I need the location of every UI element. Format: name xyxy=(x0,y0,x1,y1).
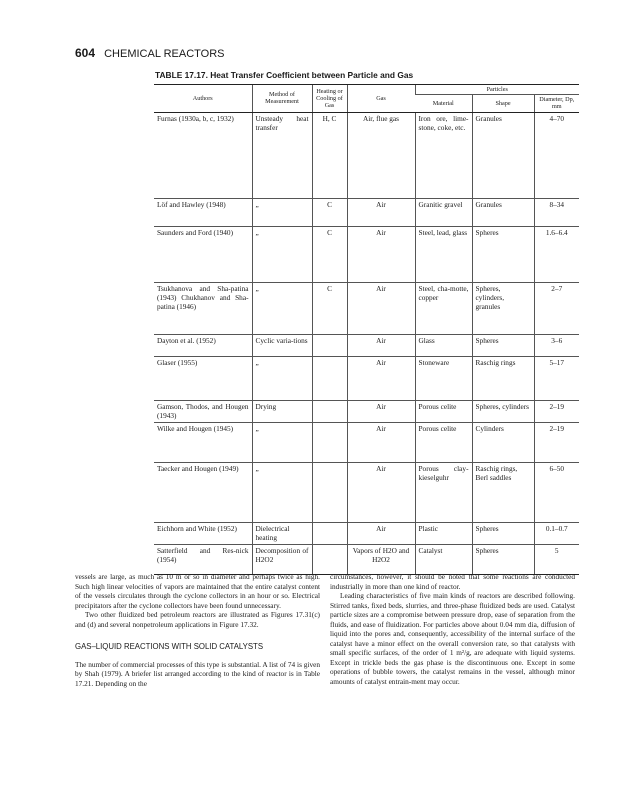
cell-gas: Air xyxy=(347,282,415,334)
cell-method: Unsteady heat transfer xyxy=(252,112,312,198)
cell-diameter: 5 xyxy=(534,544,579,574)
cell-shape: Spheres xyxy=(472,522,534,544)
table-caption: TABLE 17.17. Heat Transfer Coefficient between Particle and Gas xyxy=(155,70,414,80)
cell-shape: Raschig rings xyxy=(472,356,534,400)
cell-gas: Air xyxy=(347,226,415,282)
col-header-material: Material xyxy=(415,95,472,112)
cell-material: Porous clay-kieselguhr xyxy=(415,462,472,522)
cell-material: Plastic xyxy=(415,522,472,544)
cell-authors: Furnas (1930a, b, c, 1932) xyxy=(154,112,252,198)
right-column xyxy=(330,572,575,686)
cell-authors: Eichhorn and White (1952) xyxy=(154,522,252,544)
table-row xyxy=(154,544,579,574)
cell-method: „ xyxy=(252,422,312,462)
cell-heating: C xyxy=(312,198,347,226)
cell-authors: Wilke and Hougen (1945) xyxy=(154,422,252,462)
table-row xyxy=(154,462,579,522)
cell-diameter: 5–17 xyxy=(534,356,579,400)
cell-method: „ xyxy=(252,462,312,522)
cell-heating: C xyxy=(312,226,347,282)
cell-diameter: 4–70 xyxy=(534,112,579,198)
table-row xyxy=(154,334,579,356)
cell-diameter: 8–34 xyxy=(534,198,579,226)
section-heading: GAS–LIQUID REACTIONS WITH SOLID CATALYSTS xyxy=(75,642,264,651)
cell-material: Iron ore, lime-stone, coke, etc. xyxy=(415,112,472,198)
cell-material: Glass xyxy=(415,334,472,356)
cell-authors: Tsukhanova and Sha-patina (1943) Chukhanov and Sha-patina (1946) xyxy=(154,282,252,334)
table-row xyxy=(154,112,579,198)
cell-gas: Air xyxy=(347,522,415,544)
cell-heating xyxy=(312,422,347,462)
cell-material: Steel, cha-motte, copper xyxy=(415,282,472,334)
cell-gas: Air xyxy=(347,462,415,522)
cell-material: Steel, lead, glass xyxy=(415,226,472,282)
cell-heating xyxy=(312,400,347,422)
cell-authors: Dayton et al. (1952) xyxy=(154,334,252,356)
cell-diameter: 2–7 xyxy=(534,282,579,334)
cell-method: Dielectrical heating xyxy=(252,522,312,544)
cell-heating: C xyxy=(312,282,347,334)
cell-shape: Spheres, cylinders xyxy=(472,400,534,422)
col-header-gas: Gas xyxy=(347,85,415,113)
page-number: 604 xyxy=(75,46,96,60)
cell-heating xyxy=(312,544,347,574)
cell-shape: Spheres xyxy=(472,334,534,356)
cell-heating xyxy=(312,522,347,544)
cell-authors: Saunders and Ford (1940) xyxy=(154,226,252,282)
cell-shape: Raschig rings, Berl saddles xyxy=(472,462,534,522)
paragraph: Two other fluidized bed petroleum reactors are illustrated as Figures 17.31(c) and (d) and several nonpetroleum applications in Figure 17.32. xyxy=(75,610,320,629)
cell-method: „ xyxy=(252,356,312,400)
col-header-authors: Authors xyxy=(154,85,252,113)
col-header-heating: Heating or Cooling of Gas xyxy=(312,85,347,113)
cell-authors: Satterfield and Res-nick (1954) xyxy=(154,544,252,574)
col-header-diameter: Diameter, Dp, mm xyxy=(534,95,579,112)
cell-gas: Air, flue gas xyxy=(347,112,415,198)
cell-method: „ xyxy=(252,198,312,226)
cell-shape: Cylinders xyxy=(472,422,534,462)
cell-material: Granitic gravel xyxy=(415,198,472,226)
heat-transfer-table xyxy=(154,84,579,575)
cell-heating xyxy=(312,334,347,356)
table-row xyxy=(154,522,579,544)
cell-material: Stoneware xyxy=(415,356,472,400)
cell-authors: Glaser (1955) xyxy=(154,356,252,400)
cell-gas: Air xyxy=(347,334,415,356)
cell-diameter: 1.6–6.4 xyxy=(534,226,579,282)
cell-diameter: 6–50 xyxy=(534,462,579,522)
col-header-particles: Particles xyxy=(415,85,579,95)
cell-heating: H, C xyxy=(312,112,347,198)
cell-gas: Air xyxy=(347,198,415,226)
cell-heating xyxy=(312,356,347,400)
cell-method: Decomposition of H2O2 xyxy=(252,544,312,574)
running-header xyxy=(75,46,225,60)
cell-diameter: 2–19 xyxy=(534,400,579,422)
cell-material: Catalyst xyxy=(415,544,472,574)
col-header-method: Method of Measurement xyxy=(252,85,312,113)
cell-shape: Spheres xyxy=(472,544,534,574)
table-row xyxy=(154,198,579,226)
cell-authors: Gamson, Thodos, and Hougen (1943) xyxy=(154,400,252,422)
cell-shape: Granules xyxy=(472,198,534,226)
cell-method: Drying xyxy=(252,400,312,422)
left-column xyxy=(75,572,320,688)
paragraph: The number of commercial processes of this type is substantial. A list of 74 is given by Shah (1979). A briefer list arranged according to the kind of reactor is in Table 17.21. Depending on the xyxy=(75,659,320,688)
cell-heating xyxy=(312,462,347,522)
col-header-shape: Shape xyxy=(472,95,534,112)
cell-method: „ xyxy=(252,282,312,334)
table-row xyxy=(154,422,579,462)
cell-gas: Vapors of H2O and H2O2 xyxy=(347,544,415,574)
table-row xyxy=(154,226,579,282)
table-row xyxy=(154,356,579,400)
paragraph: Leading characteristics of five main kinds of reactors are described following. Stirred tanks, fixed beds, slurries, and three-phase fluidized beds are used. Catalyst particle sizes are a compromise between pressure drop, ease of separation from the fluids, and ease of fluidization. For particles above about 0.04 mm dia, diffusion of liquid into the pores and, consequently, accessibility of the internal surface of the catalyst have a minor effect on the overall conversion rate, so that catalysts with small specific surfaces, of the order of 1 m²/g, are adequate with liquid systems. Except in trickle beds the gas phase is the discontinuous one. Except in some operations of bubble towers, the catalyst remains in the vessel, although minor amounts of catalyst entrain-ment may occur. xyxy=(330,591,575,686)
cell-gas: Air xyxy=(347,356,415,400)
running-title: CHEMICAL REACTORS xyxy=(104,48,225,60)
cell-shape: Spheres xyxy=(472,226,534,282)
cell-authors: Löf and Hawley (1948) xyxy=(154,198,252,226)
cell-diameter: 0.1–0.7 xyxy=(534,522,579,544)
cell-shape: Spheres, cylinders, granules xyxy=(472,282,534,334)
cell-diameter: 2–19 xyxy=(534,422,579,462)
cell-shape: Granules xyxy=(472,112,534,198)
paragraph: vessels are large, as much as 10 m or so in diameter and perhaps twice as high. Such high linear velocities of vapors are maintained that the entire catalyst content of the vessels circulates through the cyclone collectors in an hour or so. Electrical precipitators after the cyclone collectors have been found unnecessary. xyxy=(75,572,320,610)
cell-diameter: 3–6 xyxy=(534,334,579,356)
table-row xyxy=(154,282,579,334)
cell-authors: Taecker and Hougen (1949) xyxy=(154,462,252,522)
cell-method: Cyclic varia-tions xyxy=(252,334,312,356)
paragraph: circumstances, however, it should be noted that some reactions are conducted industrially in more than one kind of reactor. xyxy=(330,572,575,591)
cell-method: „ xyxy=(252,226,312,282)
cell-material: Porous celite xyxy=(415,422,472,462)
table-row xyxy=(154,400,579,422)
cell-gas: Air xyxy=(347,400,415,422)
cell-gas: Air xyxy=(347,422,415,462)
cell-material: Porous celite xyxy=(415,400,472,422)
